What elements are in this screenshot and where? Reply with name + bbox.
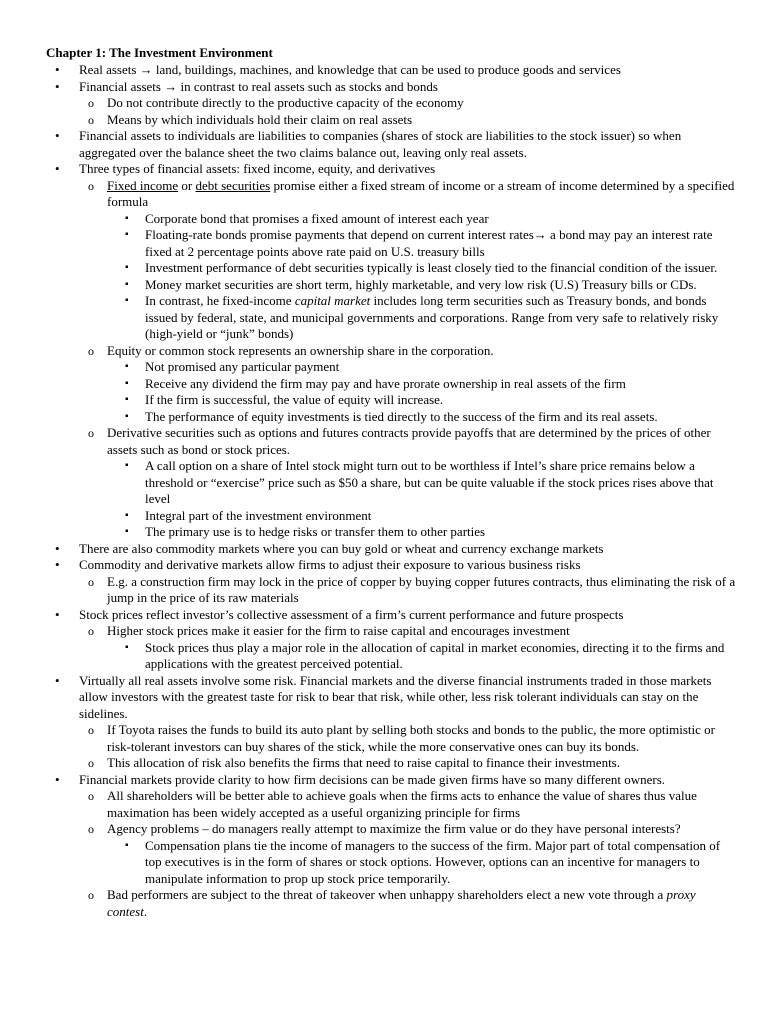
sub-sub-item: ▪ Integral part of the investment environment [107,508,737,525]
item-text: includes long term securities such as Treasury bonds, and bonds issued by federal, state, and municipal governments and corporations. Range from very safe to relatively risky (high-yield or “junk” bonds) [145,293,719,341]
list-item [47,607,737,673]
sub-sub-item [107,293,737,343]
item-text: . [143,903,148,919]
sub-item-equity [79,343,737,426]
list-item: • There are also commodity markets where you can buy gold or wheat and currency exchange markets [47,541,737,558]
sub-sub-item: ▪ The primary use is to hedge risks or transfer them to other parties [107,524,737,541]
term-capital-market: capital market [294,293,371,308]
sub-list [79,722,737,772]
item-text: promise either a fixed stream of income or a stream of income determined by a specified formula [107,177,735,209]
sub-list [79,574,737,607]
item-text: Derivative securities such as options and futures contracts provide payoffs that are determined by the prices of other assets such as bond or stock prices. [107,425,711,457]
term-proxy-contest: proxy contest [107,887,696,919]
sub-sub-item: ▪ Compensation plans tie the income of managers to the success of the firm. Major part of total compensation of top executives is in the form of shares or stock options. However, options can an incentive for managers to manipulate information to prop up stock price temporarily. [107,838,737,888]
outline-list [47,62,737,920]
sub-sub-list [107,458,737,541]
sub-sub-item: ▪ The performance of equity investments is tied directly to the success of the firm and its real assets. [107,409,737,426]
item-text: Higher stock prices make it easier for the firm to raise capital and encourages investment [107,623,570,638]
sub-list [79,178,737,541]
sub-list [79,623,737,673]
item-text: Financial markets provide clarity to how firm decisions can be made given firms have so many different owners. [79,771,666,787]
chapter-title: Chapter 1: The Investment Environment [46,45,273,60]
sub-item-derivatives [79,425,737,541]
sub-item: o Means by which individuals hold their claim on real assets [79,112,737,129]
sub-sub-list [107,640,737,673]
sub-sub-list [107,211,737,343]
sub-sub-item: ▪ Receive any dividend the firm may pay and have prorate ownership in real assets of the firm [107,376,737,393]
list-item [47,673,737,772]
item-text: Virtually all real assets involve some risk. Financial markets and the diverse financial instruments traded in those markets allow investors with the greatest taste for risk to bear that risk, while other, less risk tolerant individuals can stay on the sidelines. [79,672,712,721]
item-text: Three types of financial assets: fixed income, equity, and derivatives [79,161,436,176]
sub-list [79,788,737,920]
sub-sub-item: ▪ Money market securities are short term, highly marketable, and very low risk (U.S) Treasury bills or CDs. [107,277,737,294]
sub-item: o All shareholders will be better able to achieve goals when the firms acts to enhance the value of shares thus value maximation has been widely accepted as a useful organizing principle for firms [79,788,737,821]
sub-sub-item: ▪ Corporate bond that promises a fixed amount of interest each year [107,211,737,228]
sub-item-fixed-income [79,178,737,343]
item-text: Commodity and derivative markets allow firms to adjust their exposure to various business risks [79,557,581,572]
list-item: • Real assets → land, buildings, machines, and knowledge that can be used to produce goods and services [47,62,737,79]
sub-item [79,821,737,887]
list-item [47,79,737,129]
list-item [47,557,737,607]
list-item [47,772,737,921]
sub-sub-list [107,359,737,425]
sub-sub-item: ▪ Not promised any particular payment [107,359,737,376]
item-text: Bad performers are subject to the threat of takeover when unhappy shareholders elect a new vote through a [107,887,667,902]
sub-item [79,887,737,920]
item-text: Agency problems – do managers really attempt to maximize the firm value or do they have personal interests? [107,821,681,836]
sub-item: o This allocation of risk also benefits the firms that need to raise capital to finance their investments. [79,755,737,772]
item-text: Stock prices reflect investor’s collective assessment of a firm’s current performance and future prospects [79,606,624,622]
sub-sub-item: ▪ Stock prices thus play a major role in the allocation of capital in market economies, directing it to the firms and applications with the greatest perceived potential. [107,640,737,673]
sub-item: o If Toyota raises the funds to build its auto plant by selling both stocks and bonds to the public, the more optimistic or risk-tolerant investors can buy shares of the stick, while the more conservative ones can buy its bonds. [79,722,737,755]
sub-item: o E.g. a construction firm may lock in the price of copper by buying copper futures contracts, thus eliminating the risk of a jump in the price of its raw materials [79,574,737,607]
sub-list [79,95,737,128]
item-text: Equity or common stock represents an ownership share in the corporation. [107,342,494,358]
sub-sub-item: ▪ Investment performance of debt securities typically is least closely tied to the financial condition of the issuer. [107,260,737,277]
item-text: Financial assets → in contrast to real assets such as stocks and bonds [79,78,438,94]
item-text: In contrast, he fixed-income [145,293,295,308]
list-item: • Financial assets to individuals are liabilities to companies (shares of stock are liabilities to the stock issuer) so when aggregated over the balance sheet the two claims balance out, leaving only real assets. [47,128,737,161]
sub-sub-item: ▪ A call option on a share of Intel stock might turn out to be worthless if Intel’s share price remains below a threshold or “exercise” price such as $50 a share, but can be quite valuable if the stock prices rises above that level [107,458,737,508]
term-fixed-income: Fixed income [107,177,179,193]
sub-sub-item: ▪ Floating-rate bonds promise payments that depend on current interest rates→ a bond may pay an interest rate fixed at 2 percentage points above rate paid on U.S. treasury bills [107,227,737,260]
sub-sub-item: ▪ If the firm is successful, the value of equity will increase. [107,392,737,409]
sub-sub-list [107,838,737,888]
term-debt-securities: debt securities [195,177,271,193]
sub-item: o Do not contribute directly to the productive capacity of the economy [79,95,737,112]
item-text: or [178,177,196,193]
sub-item [79,623,737,673]
list-item [47,161,737,541]
